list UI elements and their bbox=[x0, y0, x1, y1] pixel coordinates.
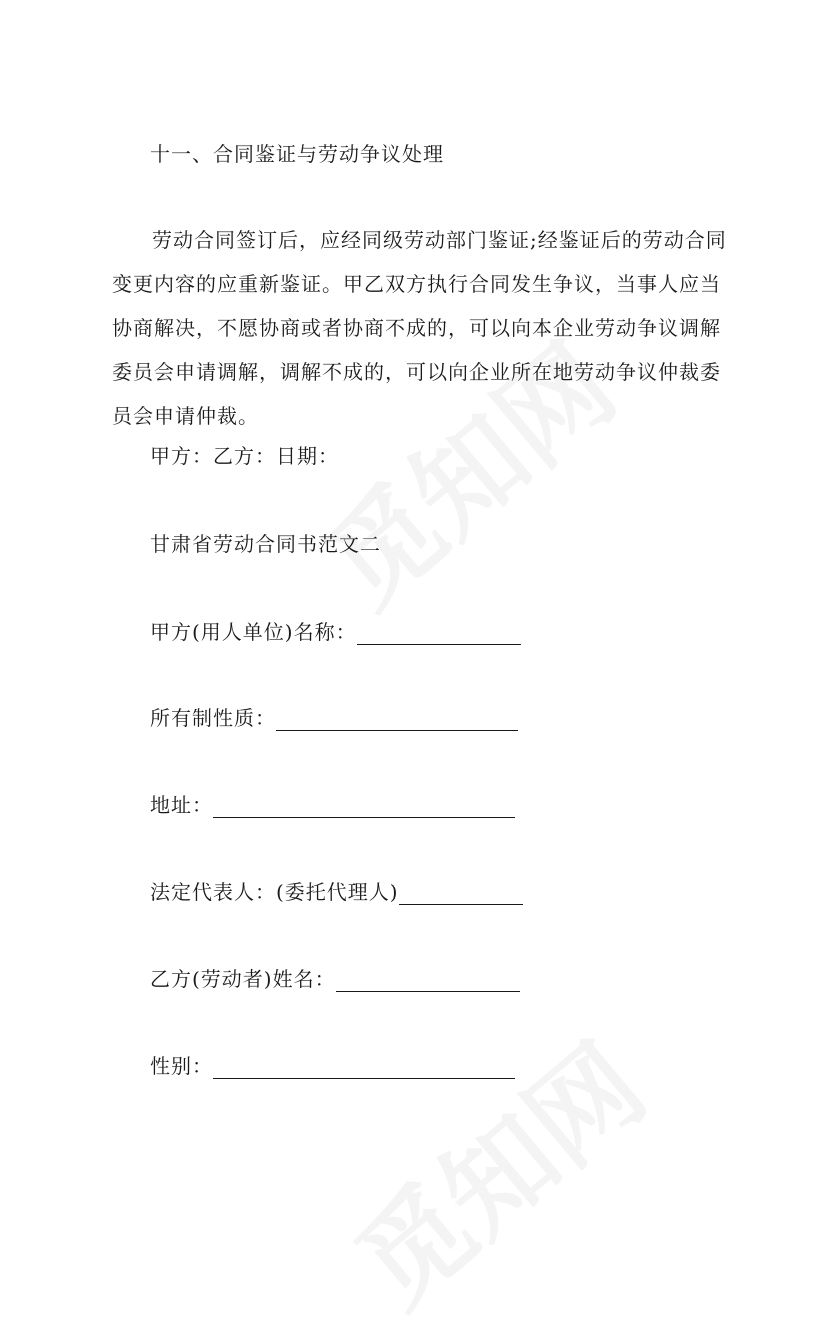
ownership-label: 所有制性质： bbox=[150, 706, 276, 730]
legal-rep-label: 法定代表人：(委托代理人) bbox=[150, 880, 399, 904]
legal-rep-blank[interactable] bbox=[399, 884, 523, 905]
gender-blank[interactable] bbox=[213, 1058, 515, 1079]
employee-name-label: 乙方(劳动者)姓名： bbox=[150, 967, 336, 991]
section-heading: 十一、合同鉴证与劳动争议处理 bbox=[150, 142, 444, 166]
signature-line: 甲方：乙方：日期： bbox=[150, 444, 339, 468]
address-field bbox=[150, 792, 515, 818]
employee-name-field bbox=[150, 966, 520, 992]
dispute-paragraph: 劳动合同签订后，应经同级劳动部门鉴证;经鉴证后的劳动合同变更内容的应重新鉴证。甲乙双方执行合同发生争议，当事人应当协商解决，不愿协商或者协商不成的，可以向本企业劳动争议调解委员会申请调解，调解不成的，可以向企业所在地劳动争议仲裁委员会申请仲裁。 bbox=[112, 228, 727, 428]
document-title: 甘肃省劳动合同书范文二 bbox=[150, 532, 381, 556]
employer-name-field bbox=[150, 619, 521, 645]
employee-name-blank[interactable] bbox=[336, 971, 520, 992]
ownership-field bbox=[150, 705, 518, 731]
ownership-blank[interactable] bbox=[276, 710, 518, 731]
employer-name-blank[interactable] bbox=[357, 624, 521, 645]
gender-field bbox=[150, 1053, 515, 1079]
address-label: 地址： bbox=[150, 793, 213, 817]
employer-name-label: 甲方(用人单位)名称： bbox=[150, 620, 357, 644]
gender-label: 性别： bbox=[150, 1054, 213, 1078]
legal-rep-field bbox=[150, 879, 523, 905]
address-blank[interactable] bbox=[213, 797, 515, 818]
